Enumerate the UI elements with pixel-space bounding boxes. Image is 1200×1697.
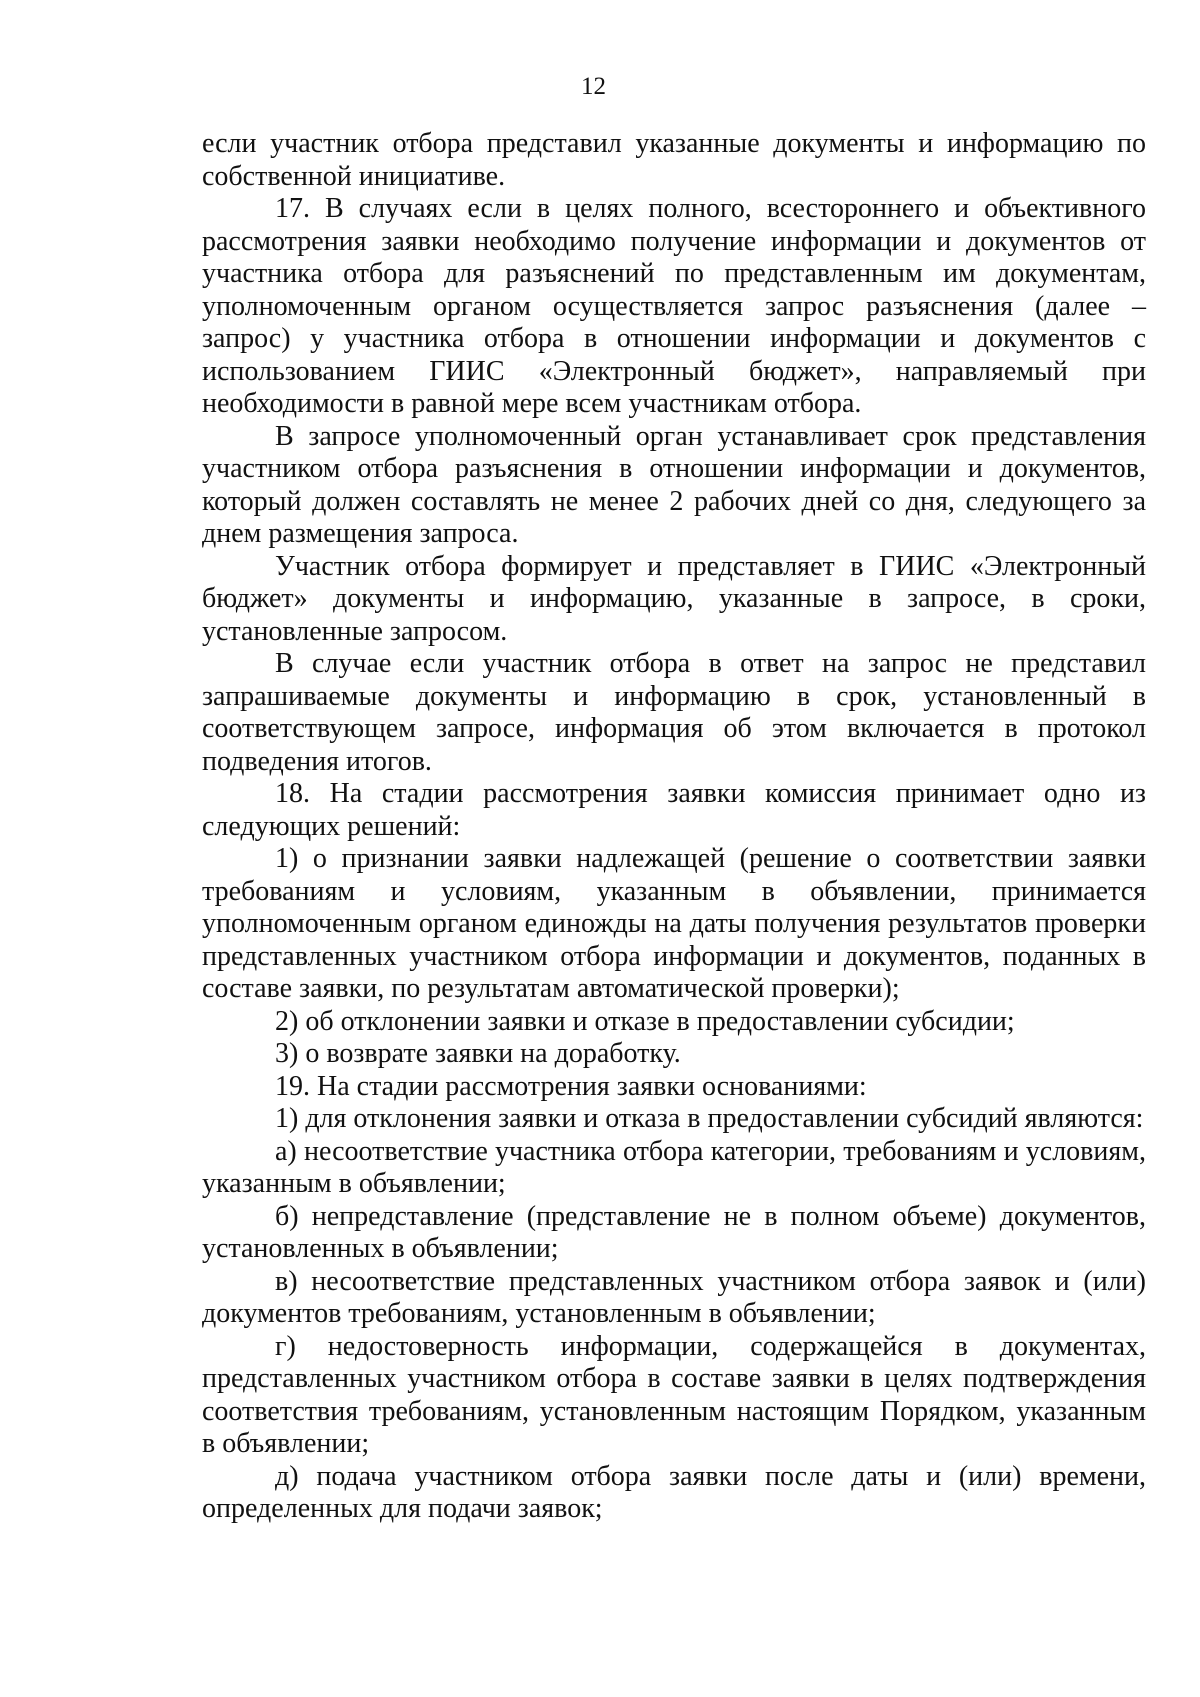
paragraph: д) подача участником отбора заявки после даты и (или) времени, определенных для подачи заявок;	[202, 1460, 1146, 1524]
paragraph: 1) о признании заявки надлежащей (решение о соответствии заявки требованиям и условиям, указанным в объявлении, принимается уполномоченным органом единожды на даты получения результатов проверки представленных участником отбора информации и документов, поданных в составе заявки, по результатам автоматической проверки);	[202, 843, 1146, 1004]
paragraph: 2) об отклонении заявки и отказе в предоставлении субсидии;	[275, 1005, 1015, 1037]
paragraph: б) непредставление (представление не в полном объеме) документов, установленных в объявлении;	[202, 1200, 1146, 1264]
paragraph: В запросе уполномоченный орган устанавливает срок представления участником отбора разъяснения в отношении информации и документов, который должен составлять не менее 2 рабочих дней со дня, следующего за днем размещения запроса.	[202, 420, 1146, 549]
paragraph: Участник отбора формирует и представляет в ГИИС «Электронный бюджет» документы и информацию, указанные в запросе, в сроки, установленные запросом.	[202, 550, 1146, 647]
paragraph: 18. На стадии рассмотрения заявки комиссия принимает одно из следующих решений:	[202, 778, 1146, 842]
paragraph: 1) для отклонения заявки и отказа в предоставлении субсидий являются:	[275, 1103, 1144, 1134]
paragraph: 19. На стадии рассмотрения заявки основаниями:	[275, 1070, 867, 1102]
paragraph: В случае если участник отбора в ответ на запрос не представил запрашиваемые документы и информацию в срок, установленный в соответствующем запросе, информация об этом включается в протокол подведения итогов.	[202, 648, 1146, 777]
document-body	[202, 128, 1146, 1526]
paragraph: если участник отбора представил указанные документы и информацию по собственной инициативе.	[202, 128, 1146, 192]
page-number: 12	[581, 73, 606, 100]
paragraph: 3) о возврате заявки на доработку.	[275, 1038, 681, 1069]
paragraph: а) несоответствие участника отбора категории, требованиям и условиям, указанным в объявлении;	[202, 1135, 1146, 1199]
paragraph: 17. В случаях если в целях полного, всестороннего и объективного рассмотрения заявки необходимо получение информации и документов от участника отбора для разъяснений по представленным им документам, уполномоченным органом осуществляется запрос разъяснения (далее – запрос) у участника отбора в отношении информации и документов с использованием ГИИС «Электронный бюджет», направляемый при необходимости в равной мере всем участникам отбора.	[202, 193, 1146, 419]
paragraph: г) недостоверность информации, содержащейся в документах, представленных участником отбора в составе заявки в целях подтверждения соответствия требованиям, установленным настоящим Порядком, указанным в объявлении;	[202, 1330, 1146, 1459]
paragraph: в) несоответствие представленных участником отбора заявок и (или) документов требованиям, установленным в объявлении;	[202, 1265, 1146, 1329]
